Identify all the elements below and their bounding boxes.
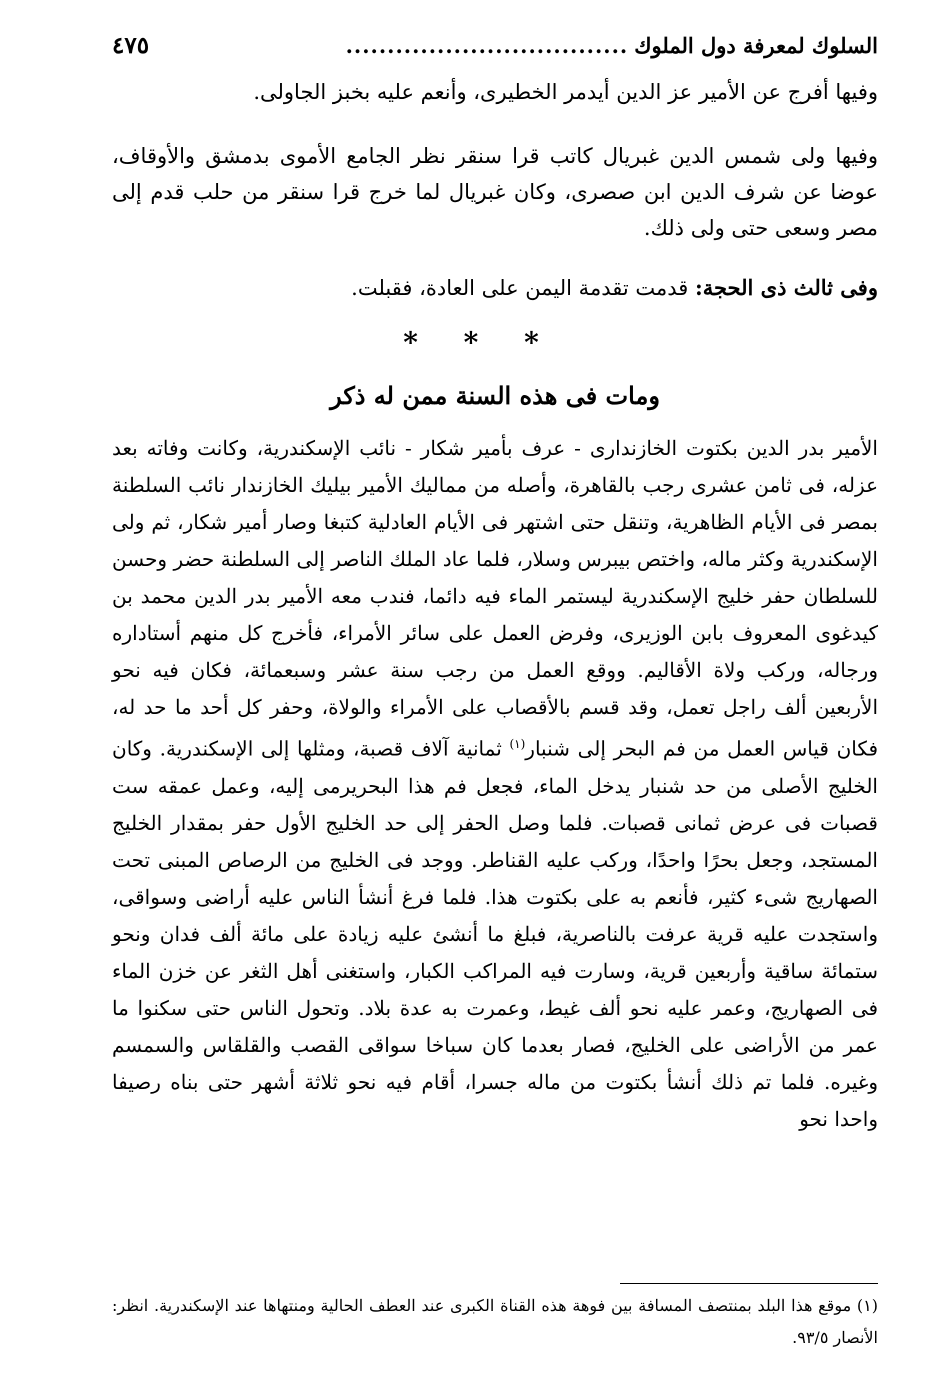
- footnote-divider: [620, 1283, 878, 1284]
- paragraph-text: قدمت تقدمة اليمن على العادة، فقبلت.: [351, 276, 695, 300]
- obituary-text-part-2: ثمانية آلاف قصبة، ومثلها إلى الإسكندرية. وكان الخليج الأصلى من حد شنبار يدخل الماء، فجعل فم هذا البحريرمى إليه، وعمل عمقه ست قصبات فى عرض ثمانى قصبات. فلما وصل الحفر إلى حد الخليج الأول حفر بمقدار الخليج المستجد، وجعل بحرًا واحدًا، وركب عليه القناطر. ووجد فى الخليج من الرصاص المبنى تحت الصهاريج شىء كثير، فأنعم به على بكتوت هذا. فلما فرغ أنشأ الناس عليه أراضى وسواقى، واستجدت عليه قرية عرفت بالناصرية، فبلغ ما أنشئ عليه زيادة على مائة ألف فدان ونحو ستمائة ساقية وأربعين قرية، وسارت فيه المراكب الكبار، واستغنى أهل الثغر عن خزن الماء فى الصهاريج، وعمر عليه نحو ألف غيط، وعمرت به عدة بلاد. وتحول الناس حتى سكنوا ما عمر من الأراضى على الخليج، فصار بعدما كان سباخا سواقى القصب والقلقاس والسمسم وغيره. فلما تم ذلك أنشأ بكتوت من ماله جسرا، أقام فيه نحو ثلاثة أشهر حتى بناه رصيفا واحدا نحو: [112, 736, 879, 1131]
- date-lead: وفى ثالث ذى الحجة:: [694, 275, 878, 300]
- leader-dots: ..................................: [345, 33, 629, 58]
- obituary-paragraph: [112, 430, 878, 1138]
- running-header: [112, 22, 878, 62]
- book-title: السلوك لمعرفة دول الملوك: [634, 33, 878, 58]
- obituary-text-part-1: الأمير بدر الدين بكتوت الخازندارى - عرف بأمير شكار - نائب الإسكندرية، وكانت وفاته بعد عزله، فى ثامن عشرى رجب بالقاهرة، وأصله من مماليك الأمير بيليك الخازندار نائب السلطنة بمصر فى الأيام الظاهرية، وتنقل حتى اشتهر فى الأيام العادلية كتبغا وصار أمير شكار، ثم ولى الإسكندرية وكثر ماله، واختص بيبرس وسلار، فلما عاد الملك الناصر إلى السلطنة حضر وحسن للسلطان حفر خليج الإسكندرية ليستمر الماء فيه دائما، فندب معه الأمير بدر الدين محمد بن كيدغوى المعروف بابن الوزيرى، وفرض العمل على سائر الأمراء، فأخرج كل منهم أستاداره ورجاله، وركب ولاة الأقاليم. ووقع العمل من رجب سنة عشر وسبعمائة، فكان فيه نحو الأربعين ألف راجل تعمل، وقد قسم بالأقصاب على الأمراء والولاة، وحفر كل أحد ما حد له، فكان قياس العمل من فم البحر إلى شنبار: [112, 436, 879, 761]
- section-heading: ومات فى هذه السنة ممن له ذكر: [330, 381, 660, 410]
- paragraph-release-aydamur: وفيها أفرج عن الأمير عز الدين أيدمر الخطيرى، وأنعم عليه بخبز الجاولى.: [253, 80, 878, 104]
- footnote-reference: (١): [509, 737, 526, 751]
- page-number: ٤٧٥: [112, 32, 150, 59]
- paragraph-ghubriyal-appointment: وفيها ولى شمس الدين غبريال كاتب قرا سنقر نظر الجامع الأموى بدمشق والأوقاف، عوضا عن شرف الدين ابن صصرى، وكان غبريال لما خرج قرا سنقر من حلب قدم إلى مصر وسعى حتى ولى ذلك.: [112, 144, 878, 240]
- section-separator: * * *: [403, 326, 557, 359]
- footnote: (١) موقع هذا البلد بمنتصف المسافة بين فوهة هذه القناة الكبرى عند العطف الحالية ومنتهاها عند الإسكندرية. انظر: الأنصار ٩٣/٥.: [112, 1296, 878, 1347]
- paragraph-yemen-gift: [112, 268, 878, 308]
